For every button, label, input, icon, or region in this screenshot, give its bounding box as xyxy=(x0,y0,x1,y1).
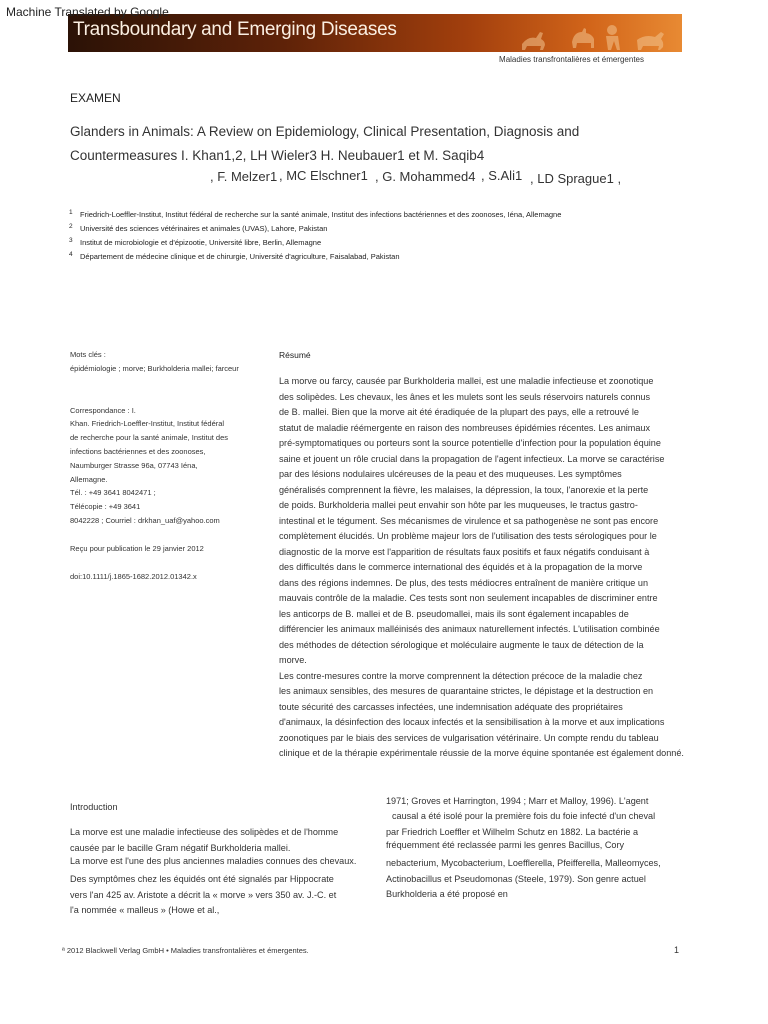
affiliation-number: 4 xyxy=(69,251,73,258)
abstract-line: zoonotiques par le biais des services de vulgarisation vétérinaire. Un compte rendu du tableau xyxy=(279,733,659,743)
abstract-line: diagnostic de la morve est l'apparition de résultats faux positifs et faux négatifs conduisant à xyxy=(279,547,650,557)
abstract-line: La morve ou farcy, causée par Burkholderia mallei, est une maladie infectieuse et zoonotique xyxy=(279,376,654,386)
abstract-line: complètement élucidés. Un problème majeur lors de l'utilisation des tests sérologiques pour le xyxy=(279,531,657,541)
abstract-line: les animaux sensibles, des mesures de quarantaine strictes, le dépistage et la destruction en xyxy=(279,686,654,696)
intro-right-line: fréquemment été reclassée parmi les genres Bacillus, Cory xyxy=(386,840,625,850)
abstract-line: différencier les animaux malléinisés des animaux naturellement infectés. L'utilisation combinée xyxy=(279,624,660,634)
correspondence-line: de recherche pour la santé animale, Institut des xyxy=(70,433,229,442)
abstract-line: intestinal et le tégument. Ses mécanismes de virulence et sa pathogenèse ne sont pas encore xyxy=(279,516,659,526)
abstract-line: Les contre-mesures contre la morve comprennent la détection précoce de la maladie chez xyxy=(279,671,643,681)
journal-banner xyxy=(68,14,682,52)
author-name: , S.Ali1 xyxy=(481,168,523,183)
abstract-line: de poids. Burkholderia mallei peut envahir son hôte par les muqueuses, le tractus gastro- xyxy=(279,500,638,510)
author-name: , MC Elschner1 xyxy=(279,168,368,183)
affiliation xyxy=(69,223,327,233)
page-footer: ª 2012 Blackwell Verlag GmbH • Maladies transfrontalières et émergentes. xyxy=(62,946,309,955)
affiliation-number: 1 xyxy=(69,209,73,216)
intro-left-line: Des symptômes chez les équidés ont été signalés par Hippocrate xyxy=(70,874,334,884)
running-head: Maladies transfrontalières et émergentes xyxy=(499,55,644,64)
abstract-line: saine et jouent un rôle crucial dans la propagation de l'agent infectieux. La morve se caractérise xyxy=(279,454,665,464)
author-name: , F. Melzer1 xyxy=(210,169,278,184)
affiliation-text: Institut de microbiologie et d'épizootie, Université libre, Berlin, Allemagne xyxy=(80,238,322,247)
intro-right-line: Actinobacillus et Pseudomonas (Steele, 1979). Son genre actuel xyxy=(386,874,646,884)
abstract-line: des solipèdes. Les chevaux, les ânes et les mulets sont les seuls réservoirs naturels connus xyxy=(279,392,651,402)
page-number: 1 xyxy=(674,945,680,955)
abstract-line: statut de maladie réémergente en raison des nombreuses épidémies récentes. Les animaux xyxy=(279,423,651,433)
section-label: EXAMEN xyxy=(70,91,121,105)
intro-right-line: par Friedrich Loeffler et Wilhelm Schutz en 1882. La bactérie a xyxy=(386,827,639,837)
intro-left-line: vers l'an 425 av. Aristote a décrit la « morve » vers 350 av. J.-C. et xyxy=(70,890,337,900)
affiliation-number: 2 xyxy=(69,223,73,230)
intro-left-line: La morve est une maladie infectieuse des solipèdes et de l'homme xyxy=(70,827,339,837)
intro-right-line: nebacterium, Mycobacterium, Loefflerella, Pfeifferella, Malleomyces, xyxy=(386,858,661,868)
abstract-line: par des lésions nodulaires ulcéreuses de la peau et des muqueuses. Les symptômes xyxy=(279,469,622,479)
abstract-line: généralisés comprennent la fièvre, les malaises, la dépression, la toux, l'anorexie et la perte xyxy=(279,485,649,495)
abstract-line: d'animaux, la désinfection des locaux infectés et la sensibilisation à la morve et aux implications xyxy=(279,717,665,727)
intro-right-line: Burkholderia a été proposé en xyxy=(386,889,508,899)
affiliation xyxy=(69,251,400,261)
doi: doi:10.1111/j.1865-1682.2012.01342.x xyxy=(70,572,197,581)
abstract-line: toute sécurité des carcasses infectées, une indemnisation adéquate des propriétaires xyxy=(279,702,623,712)
abstract-line: dans des régions indemnes. De plus, des tests médiocres entraînent de manière critique un xyxy=(279,578,649,588)
abstract-line: des difficultés dans le commerce international des équidés et à la propagation de la morve xyxy=(279,562,643,572)
correspondence-line: Correspondance : I. xyxy=(70,406,136,415)
intro-left-line: l'a nommée « malleus » (Howe et al., xyxy=(70,905,220,915)
abstract-line: les anticorps de B. mallei et de B. pseudomallei, mais ils sont également incapables de xyxy=(279,609,629,619)
affiliation xyxy=(69,237,321,247)
fax-line: Télécopie : +49 3641 xyxy=(70,502,141,511)
email-line: 8042228 ; Courriel : drkhan_uaf@yahoo.com xyxy=(70,516,220,525)
title-line: Countermeasures I. Khan1,2, LH Wieler3 H. Neubauer1 et M. Saqib4 xyxy=(70,148,485,163)
phone-line: Tél. : +49 3641 8042471 ; xyxy=(70,488,156,497)
affiliation-number: 3 xyxy=(69,237,73,244)
correspondence-line: Allemagne. xyxy=(70,475,108,484)
correspondence-line: Khan. Friedrich-Loeffler-Institut, Institut fédéral xyxy=(70,419,225,428)
journal-banner-title: Transboundary and Emerging Diseases xyxy=(73,19,397,40)
machine-translation-watermark: Machine Translated by Google xyxy=(6,5,169,19)
keywords-label: Mots clés : xyxy=(70,350,106,359)
title-line: Glanders in Animals: A Review on Epidemiology, Clinical Presentation, Diagnosis and xyxy=(70,124,580,139)
abstract-line: de B. mallei. Bien que la morve ait été éradiquée de la plupart des pays, elle a retrouvé le xyxy=(279,407,639,417)
abstract-line: clinique et de la thérapie expérimentale réussie de la morve équine spontanée est également donné. xyxy=(279,748,684,758)
intro-right-line: 1971; Groves et Harrington, 1994 ; Marr et Malloy, 1996). L'agent xyxy=(386,796,649,806)
author-name: , G. Mohammed4 xyxy=(375,169,476,184)
intro-left-line: La morve est l'une des plus anciennes maladies connues des chevaux. xyxy=(70,856,357,866)
abstract-heading: Résumé xyxy=(279,350,311,360)
affiliation-text: Université des sciences vétérinaires et animales (UVAS), Lahore, Pakistan xyxy=(80,224,328,233)
affiliation-text: Département de médecine clinique et de chirurgie, Université d'agriculture, Faisalabad, Pakistan xyxy=(80,252,400,261)
abstract-line: des méthodes de détection sérologique et moléculaire augmente le taux de détection de la xyxy=(279,640,644,650)
keywords-list: épidémiologie ; morve; Burkholderia mallei; farceur xyxy=(70,364,239,373)
affiliation xyxy=(69,209,561,219)
abstract-line: morve. xyxy=(279,655,307,665)
affiliation-text: Friedrich-Loeffler-Institut, Institut fédéral de recherche sur la santé animale, Institut des infections bactériennes et des zoonoses, Iéna, Allemagne xyxy=(80,210,562,219)
abstract-line: pré-symptomatiques ou porteurs sont la source potentielle d'infection pour la population équine xyxy=(279,438,661,448)
intro-left-line: causée par le bacille Gram négatif Burkholderia mallei. xyxy=(70,843,291,853)
banner-animals-silhouette-icon xyxy=(512,14,682,52)
correspondence-line: Naumburger Strasse 96a, 07743 Iéna, xyxy=(70,461,198,470)
intro-right-line: causal a été isolé pour la première fois du foie infecté d'un cheval xyxy=(392,811,656,821)
author-name: , LD Sprague1 , xyxy=(530,171,622,186)
abstract-line: mauvais contrôle de la maladie. Ces tests sont non seulement incapables de discriminer entre xyxy=(279,593,658,603)
received-date: Reçu pour publication le 29 janvier 2012 xyxy=(70,544,204,553)
introduction-heading: Introduction xyxy=(70,802,118,812)
correspondence-line: infections bactériennes et des zoonoses, xyxy=(70,447,206,456)
